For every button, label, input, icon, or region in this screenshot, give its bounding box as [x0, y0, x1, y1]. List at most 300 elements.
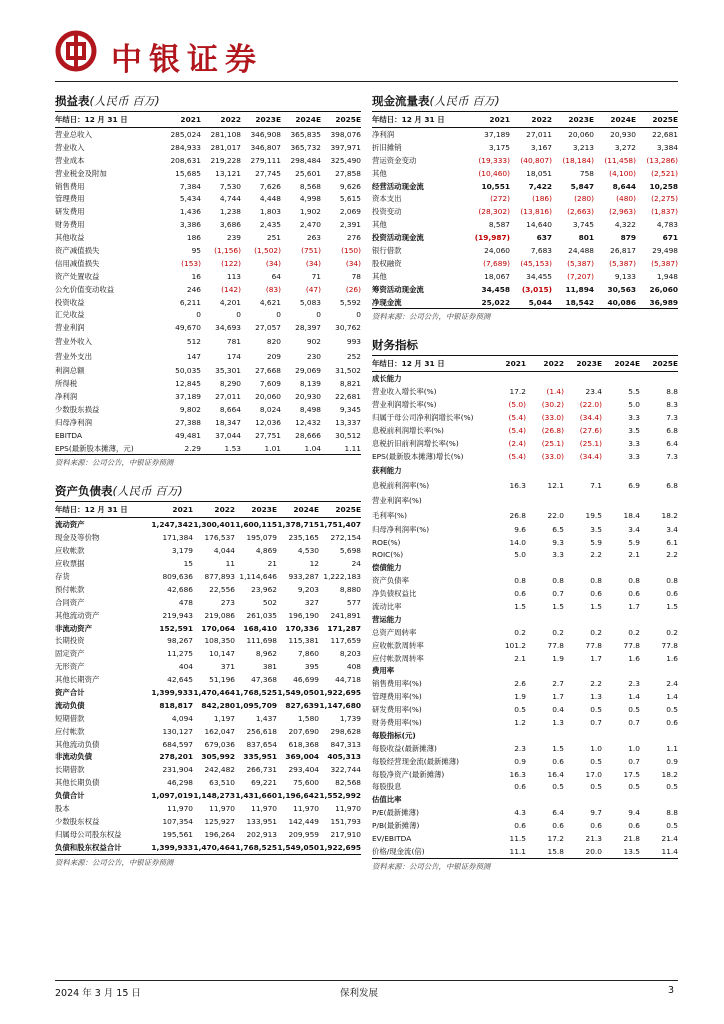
- value-cell: 252: [346, 352, 361, 362]
- table-row: [372, 845, 678, 858]
- value-cell: 21.8: [623, 834, 640, 844]
- value-cell: 5,434: [179, 194, 201, 204]
- table-row: [55, 321, 361, 334]
- value-cell: 37,189: [484, 129, 510, 139]
- row-label: 每股指标(元): [372, 730, 416, 740]
- year-header: 2023E: [552, 112, 594, 128]
- value-cell: 1,097,019: [151, 791, 193, 801]
- cashflow-table: [372, 112, 678, 308]
- value-cell: 6.1: [666, 537, 678, 547]
- value-cell: 1.4: [666, 692, 678, 702]
- table-row: [55, 789, 361, 802]
- table-row: [372, 574, 678, 587]
- value-cell: 3,745: [572, 220, 594, 230]
- value-cell: 49,481: [175, 430, 201, 440]
- year-header: 2022: [526, 356, 564, 372]
- value-cell: 16.4: [547, 769, 564, 779]
- value-cell: 196,190: [288, 610, 319, 620]
- value-cell: 7,683: [530, 245, 552, 255]
- brand-name: 中银证券: [111, 42, 263, 78]
- value-cell: (25.1): [579, 438, 602, 448]
- value-cell: 16.3: [509, 480, 526, 490]
- value-cell: 8,139: [299, 379, 321, 389]
- value-cell: [488, 793, 526, 806]
- table-row: [372, 167, 678, 180]
- table-row: [55, 557, 361, 570]
- value-cell: 95: [191, 245, 201, 255]
- value-cell: 273: [220, 597, 235, 607]
- table-row: [55, 725, 361, 738]
- value-cell: 176,537: [204, 533, 235, 543]
- value-cell: (34): [265, 258, 281, 268]
- row-label: 公允价值变动收益: [55, 284, 115, 294]
- value-cell: (1.4): [546, 387, 564, 397]
- table-row: [372, 652, 678, 665]
- table-row: [372, 755, 678, 768]
- row-label: 净利润: [55, 391, 78, 401]
- value-cell: 27,057: [255, 323, 281, 333]
- value-cell: (34): [345, 258, 361, 268]
- value-cell: 1.5: [514, 601, 526, 611]
- value-cell: 7.3: [666, 451, 678, 461]
- bank-of-china-logo-icon: [55, 30, 97, 72]
- value-cell: 26,060: [649, 284, 678, 294]
- value-cell: 5,044: [528, 297, 552, 307]
- value-cell: 98,267: [167, 636, 193, 646]
- value-cell: 9,203: [297, 584, 319, 594]
- value-cell: 0: [276, 310, 281, 320]
- value-cell: 369,004: [285, 752, 319, 762]
- row-label: 流动比率: [372, 601, 402, 611]
- row-label: 应收票据: [55, 559, 85, 569]
- value-cell: (5.0): [508, 400, 526, 410]
- row-label: 资产处置收益: [55, 271, 100, 281]
- value-cell: 1.5: [552, 601, 564, 611]
- table-row: [55, 218, 361, 231]
- value-cell: 298,484: [290, 155, 321, 165]
- cashflow-source-note: 资料来源：公司公告，中银证券预测: [372, 308, 678, 324]
- value-cell: 30,512: [335, 430, 361, 440]
- row-label: ROIC(%): [372, 550, 404, 560]
- value-cell: 20,060: [568, 129, 594, 139]
- balance-sheet-title: 资产负债表(人民币 百万): [55, 482, 361, 502]
- footer-company: 保利发展: [340, 988, 379, 999]
- row-label: ROE(%): [372, 537, 401, 547]
- value-cell: 219,086: [204, 610, 235, 620]
- value-cell: 8,587: [488, 220, 510, 230]
- table-row: [372, 781, 678, 794]
- value-cell: 284,933: [170, 142, 201, 152]
- value-cell: [564, 665, 602, 678]
- value-cell: 130,127: [162, 726, 193, 736]
- table-row: [55, 296, 361, 309]
- table-row: [55, 647, 361, 660]
- value-cell: (480): [616, 194, 636, 204]
- value-cell: 1,399,933: [151, 688, 193, 697]
- row-label: 估值比率: [372, 795, 402, 805]
- value-cell: 125,927: [204, 816, 235, 826]
- value-cell: 6.4: [666, 438, 678, 448]
- value-cell: 0.6: [666, 589, 678, 599]
- value-cell: 34,693: [215, 323, 241, 333]
- value-cell: (153): [181, 258, 201, 268]
- row-label: 应付帐款: [55, 726, 85, 736]
- value-cell: 3.5: [628, 425, 640, 435]
- value-cell: (30.2): [541, 400, 564, 410]
- value-cell: 3,686: [219, 220, 241, 230]
- row-label: 信用减值损失: [55, 258, 100, 268]
- value-cell: 15.8: [547, 846, 564, 856]
- value-cell: 12.1: [547, 480, 564, 490]
- value-cell: 219,228: [210, 155, 241, 165]
- value-cell: 1,768,525: [235, 842, 277, 852]
- value-cell: 8,498: [299, 404, 321, 414]
- value-cell: 77.8: [623, 640, 640, 650]
- value-cell: 0.2: [552, 627, 564, 637]
- value-cell: 29,069: [295, 366, 321, 376]
- table-row: [372, 508, 678, 523]
- row-label: EBITDA: [55, 430, 83, 440]
- value-cell: 502: [262, 597, 277, 607]
- value-cell: 8,644: [612, 181, 636, 191]
- value-cell: 11,275: [167, 649, 193, 659]
- value-cell: [602, 665, 640, 678]
- value-cell: (47): [305, 284, 321, 294]
- value-cell: 0.6: [514, 821, 526, 831]
- year-header: 2021: [151, 502, 193, 518]
- row-label: 息税前利润率(%): [372, 480, 430, 490]
- value-cell: 2.1: [514, 653, 526, 663]
- value-cell: (186): [532, 194, 552, 204]
- table-row: [372, 385, 678, 398]
- value-cell: 0.7: [590, 718, 602, 727]
- value-cell: [564, 463, 602, 478]
- value-cell: 34,458: [481, 284, 510, 294]
- row-label: 利润总额: [55, 366, 85, 376]
- value-cell: (5.4): [508, 425, 526, 435]
- table-row: [372, 244, 678, 257]
- fiscal-year-end-header: 年结日：12 月 31 日: [55, 502, 151, 518]
- table-row: [372, 231, 678, 244]
- value-cell: 5.5: [628, 387, 640, 397]
- table-row: [55, 660, 361, 673]
- value-cell: 0.5: [590, 782, 602, 792]
- table-row: [55, 349, 361, 364]
- table-row: [372, 372, 678, 385]
- value-cell: 1.0: [590, 743, 602, 753]
- value-cell: 1.5: [552, 743, 564, 753]
- row-label: 资产负债率: [372, 576, 409, 586]
- value-cell: 1.04: [304, 443, 321, 453]
- value-cell: [640, 729, 678, 742]
- value-cell: (19,333): [478, 155, 510, 165]
- row-label: 营业利润增长率(%): [372, 400, 437, 410]
- value-cell: 272,154: [330, 533, 361, 543]
- table-row: [372, 613, 678, 626]
- table-row: [55, 231, 361, 244]
- value-cell: 0.5: [666, 821, 678, 831]
- row-label: 每股股息: [372, 782, 402, 792]
- value-cell: 46,298: [167, 778, 193, 788]
- table-row: [55, 167, 361, 180]
- value-cell: 1,300,401: [193, 520, 235, 530]
- value-cell: 322,744: [330, 765, 361, 775]
- table-row: [55, 403, 361, 416]
- value-cell: (2,963): [609, 207, 636, 217]
- value-cell: 209,959: [288, 829, 319, 839]
- row-label: 其他: [372, 271, 387, 281]
- value-cell: 6.8: [666, 480, 678, 490]
- value-cell: 2.2: [666, 550, 678, 560]
- value-cell: 8,821: [339, 379, 361, 389]
- value-cell: 24: [351, 559, 361, 569]
- value-cell: 27,745: [255, 168, 281, 178]
- value-cell: 405,313: [327, 752, 361, 762]
- value-cell: 117,659: [330, 636, 361, 646]
- value-cell: 758: [579, 168, 594, 178]
- value-cell: 0: [196, 310, 201, 320]
- value-cell: 24,060: [484, 245, 510, 255]
- row-label: 流动负债: [55, 700, 85, 710]
- value-cell: 18.4: [623, 510, 640, 520]
- value-cell: 13,121: [215, 168, 241, 178]
- value-cell: [488, 372, 526, 385]
- row-label: 净负债权益比: [372, 589, 417, 599]
- value-cell: 11,970: [293, 804, 319, 814]
- row-label: EV/EBITDA: [372, 834, 412, 844]
- value-cell: 0.2: [514, 627, 526, 637]
- value-cell: 1,922,695: [319, 688, 361, 697]
- value-cell: 17.5: [623, 769, 640, 779]
- value-cell: 478: [178, 597, 193, 607]
- value-cell: 7,530: [219, 181, 241, 191]
- value-cell: 4,044: [213, 546, 235, 556]
- value-cell: 1,751,407: [319, 520, 361, 530]
- row-label: 价格/现金流(倍): [372, 846, 425, 856]
- value-cell: 11.5: [509, 834, 526, 844]
- value-cell: 44,718: [335, 675, 361, 685]
- value-cell: (751): [301, 245, 321, 255]
- table-row: [372, 768, 678, 781]
- value-cell: 3,272: [614, 142, 636, 152]
- value-cell: (34.4): [579, 451, 602, 461]
- value-cell: 27,011: [215, 391, 241, 401]
- value-cell: 335,951: [243, 752, 277, 762]
- right-column: [372, 92, 678, 874]
- footer-date: 2024 年 3 月 15 日: [55, 988, 141, 999]
- table-row: [372, 626, 678, 639]
- value-cell: [488, 561, 526, 574]
- value-cell: 18,542: [565, 297, 594, 307]
- row-label: 筹资活动现金流: [372, 284, 424, 294]
- row-label: 股本: [55, 804, 70, 814]
- value-cell: 111,698: [246, 636, 277, 646]
- value-cell: 27,751: [255, 430, 281, 440]
- value-cell: 1,436: [179, 207, 201, 217]
- value-cell: 827,639: [285, 700, 319, 710]
- value-cell: 1.7: [590, 653, 602, 663]
- value-cell: 3,386: [179, 220, 201, 230]
- value-cell: 4,094: [171, 713, 193, 723]
- value-cell: 278,201: [159, 752, 193, 762]
- value-cell: 5,592: [339, 297, 361, 307]
- value-cell: 1,902: [299, 207, 321, 217]
- value-cell: 170,336: [285, 623, 319, 633]
- table-row: [55, 609, 361, 622]
- value-cell: 5.9: [628, 537, 640, 547]
- value-cell: 1,399,933: [151, 842, 193, 852]
- value-cell: 1,147,680: [319, 700, 361, 710]
- table-row: [372, 832, 678, 845]
- value-cell: 0.5: [590, 756, 602, 766]
- value-cell: [640, 665, 678, 678]
- row-label: 其他: [372, 168, 387, 178]
- value-cell: 1,437: [255, 713, 277, 723]
- year-header: 2024E: [602, 356, 640, 372]
- value-cell: 0.5: [514, 705, 526, 715]
- table-row: [372, 600, 678, 613]
- table-row: [55, 128, 361, 141]
- value-cell: 0.6: [590, 821, 602, 831]
- row-label: 归属母公司股东权益: [55, 829, 122, 839]
- year-header: 2025E: [640, 356, 678, 372]
- value-cell: 195,079: [246, 533, 277, 543]
- value-cell: 1,238: [219, 207, 241, 217]
- year-header: 2022: [193, 502, 235, 518]
- value-cell: 1.5: [590, 601, 602, 611]
- row-label: 获利能力: [372, 465, 402, 475]
- value-cell: 4,322: [614, 220, 636, 230]
- table-row: [372, 192, 678, 205]
- value-cell: 0.7: [628, 718, 640, 727]
- value-cell: 115,381: [288, 636, 319, 646]
- value-cell: 1,197: [213, 713, 235, 723]
- year-header: 2024E: [594, 112, 636, 128]
- value-cell: (83): [265, 284, 281, 294]
- value-cell: 3,384: [656, 142, 678, 152]
- value-cell: 5.0: [514, 550, 526, 560]
- value-cell: 3.3: [552, 550, 564, 560]
- value-cell: 26,817: [610, 245, 636, 255]
- value-cell: [526, 793, 564, 806]
- value-cell: 4.3: [514, 808, 526, 818]
- table-row: [55, 141, 361, 154]
- value-cell: 37,189: [175, 391, 201, 401]
- year-header: 2022: [201, 112, 241, 128]
- value-cell: 577: [346, 597, 361, 607]
- row-label: 应收帐款周转率: [372, 640, 424, 650]
- table-row: [55, 815, 361, 828]
- value-cell: 19.5: [585, 510, 602, 520]
- value-cell: 75,600: [293, 778, 319, 788]
- value-cell: 37,044: [215, 430, 241, 440]
- table-row: [55, 334, 361, 349]
- value-cell: (5.4): [508, 413, 526, 423]
- value-cell: 8,203: [339, 649, 361, 659]
- value-cell: 0.5: [666, 782, 678, 792]
- value-cell: [564, 372, 602, 385]
- left-column: [55, 92, 361, 870]
- table-row: [372, 128, 678, 141]
- year-header: 2025E: [321, 112, 361, 128]
- value-cell: 174: [226, 352, 241, 362]
- value-cell: 0.2: [628, 627, 640, 637]
- value-cell: 0.6: [628, 821, 640, 831]
- value-cell: 30,762: [335, 323, 361, 333]
- value-cell: 3.4: [666, 524, 678, 534]
- value-cell: 12,845: [175, 379, 201, 389]
- value-cell: 0.8: [590, 576, 602, 586]
- value-cell: 12: [309, 559, 319, 569]
- table-row: [55, 283, 361, 296]
- value-cell: (2,275): [651, 194, 678, 204]
- table-row: [372, 716, 678, 729]
- value-cell: (18,184): [562, 155, 594, 165]
- row-label: 营业利润率(%): [372, 495, 422, 505]
- row-label: 负债合计: [55, 791, 85, 801]
- value-cell: 77.8: [585, 640, 602, 650]
- value-cell: 241,891: [330, 610, 361, 620]
- row-label: 归母净利润率(%): [372, 524, 430, 534]
- value-cell: 0.2: [590, 627, 602, 637]
- row-label: 归母净利润: [55, 417, 92, 427]
- value-cell: 3,175: [488, 142, 510, 152]
- year-header: 2025E: [319, 502, 361, 518]
- value-cell: 2.3: [628, 679, 640, 689]
- value-cell: 4,530: [297, 546, 319, 556]
- value-cell: 20,930: [295, 391, 321, 401]
- value-cell: 1,580: [297, 713, 319, 723]
- value-cell: (34): [305, 258, 321, 268]
- value-cell: 8,880: [339, 584, 361, 594]
- table-row: [372, 536, 678, 549]
- value-cell: 69,221: [251, 778, 277, 788]
- row-label: 投资变动: [372, 207, 402, 217]
- value-cell: 0.6: [590, 589, 602, 599]
- value-cell: 801: [578, 233, 594, 243]
- brand-header: [55, 30, 675, 78]
- value-cell: 217,910: [330, 829, 361, 839]
- row-label: 固定资产: [55, 649, 85, 659]
- value-cell: 18.2: [661, 769, 678, 779]
- value-cell: 404: [178, 662, 193, 672]
- value-cell: 7,422: [528, 181, 552, 191]
- value-cell: 818,817: [159, 700, 193, 710]
- income-statement-title: 损益表(人民币 百万): [55, 92, 361, 112]
- value-cell: 809,636: [162, 571, 193, 581]
- value-cell: 820: [266, 337, 281, 347]
- row-label: 每股净资产(最新摊薄): [372, 769, 445, 779]
- table-row: [372, 257, 678, 270]
- value-cell: 7,860: [297, 649, 319, 659]
- value-cell: 17.0: [585, 769, 602, 779]
- value-cell: 13,337: [335, 417, 361, 427]
- value-cell: 0.8: [628, 576, 640, 586]
- value-cell: 64: [271, 271, 281, 281]
- value-cell: 26.8: [509, 510, 526, 520]
- value-cell: 6,211: [179, 297, 201, 307]
- row-label: 营业外收入: [55, 337, 92, 347]
- value-cell: 1,549,050: [277, 842, 319, 852]
- value-cell: 14,640: [526, 220, 552, 230]
- value-cell: [564, 729, 602, 742]
- value-cell: 18,067: [484, 271, 510, 281]
- value-cell: 1,739: [339, 713, 361, 723]
- value-cell: 12,432: [295, 417, 321, 427]
- value-cell: 2.6: [514, 679, 526, 689]
- value-cell: 281,108: [210, 129, 241, 139]
- value-cell: 42,645: [167, 675, 193, 685]
